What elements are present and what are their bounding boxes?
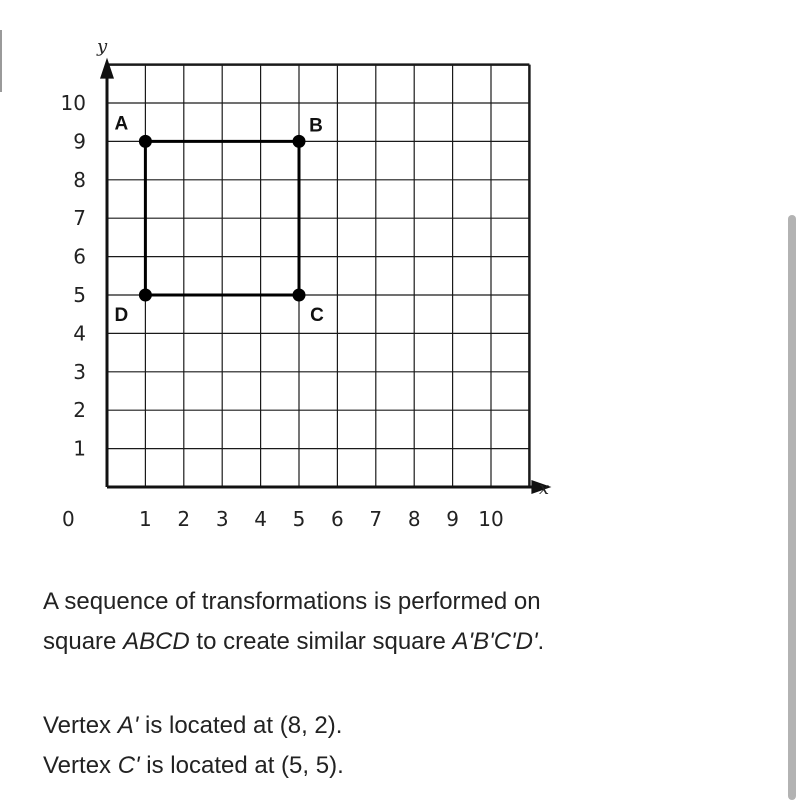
y-tick-label: 6: [73, 244, 86, 269]
y-axis-arrow-icon: [100, 58, 114, 79]
vertex-label-d: D: [114, 305, 129, 326]
y-tick-label: 8: [73, 167, 86, 192]
x-tick-label: 6: [331, 507, 344, 531]
y-tick-label: 4: [73, 321, 86, 346]
y-tick-label: 2: [73, 398, 86, 423]
vertex-c-name: C': [117, 752, 140, 779]
image-square-name: A'B'C'D': [452, 628, 538, 655]
x-tick-label: 9: [446, 507, 459, 531]
vertex-label-c: C: [310, 305, 324, 326]
problem-line-1: A sequence of transformations is performed on: [43, 588, 541, 615]
y-axis-label: y: [97, 36, 108, 57]
vertex-label-a: A: [114, 113, 129, 135]
problem-line-2-start: square: [43, 628, 124, 655]
y-tick-label: 3: [73, 359, 86, 384]
x-tick-label: 8: [407, 507, 421, 531]
square-abcd: [115, 113, 325, 326]
x-tick-label: 4: [254, 507, 267, 531]
axes: [100, 58, 551, 494]
problem-line-2-middle: to create similar square: [189, 628, 453, 655]
vertex-a-location: is located at (8, 2).: [138, 712, 343, 739]
problem-statement: [43, 582, 783, 662]
vertex-c-prefix: Vertex: [43, 752, 118, 779]
vertex-a-name: A': [117, 712, 139, 739]
vertex-a-prefix: Vertex: [43, 712, 118, 739]
y-tick-label: 5: [73, 283, 86, 307]
scrollbar[interactable]: [788, 215, 796, 800]
x-tick-label: 3: [215, 507, 229, 531]
y-tick-label: 1: [73, 436, 86, 461]
vertex-point-c: [293, 289, 306, 302]
problem-line-2-end: .: [537, 628, 545, 655]
x-tick-label: 7: [369, 507, 383, 531]
x-axis-label: x: [539, 478, 550, 499]
vertex-label-b: B: [309, 115, 323, 137]
vertex-point-a: [139, 135, 152, 148]
x-tick-label: 5: [292, 507, 306, 531]
x-tick-label: 1: [139, 507, 152, 531]
original-square-name: ABCD: [123, 628, 190, 655]
y-tick-label: 10: [60, 91, 86, 115]
x-tick-label: 10: [478, 507, 504, 531]
vertex-point-d: [139, 289, 152, 302]
vertex-facts: [43, 706, 783, 786]
x-tick-label: 2: [177, 507, 191, 531]
y-tick-label: 9: [73, 129, 86, 154]
vertex-point-b: [293, 135, 306, 148]
vertex-c-location: is located at (5, 5).: [139, 752, 344, 779]
y-tick-label: 7: [73, 206, 86, 231]
origin-label: 0: [62, 507, 75, 531]
